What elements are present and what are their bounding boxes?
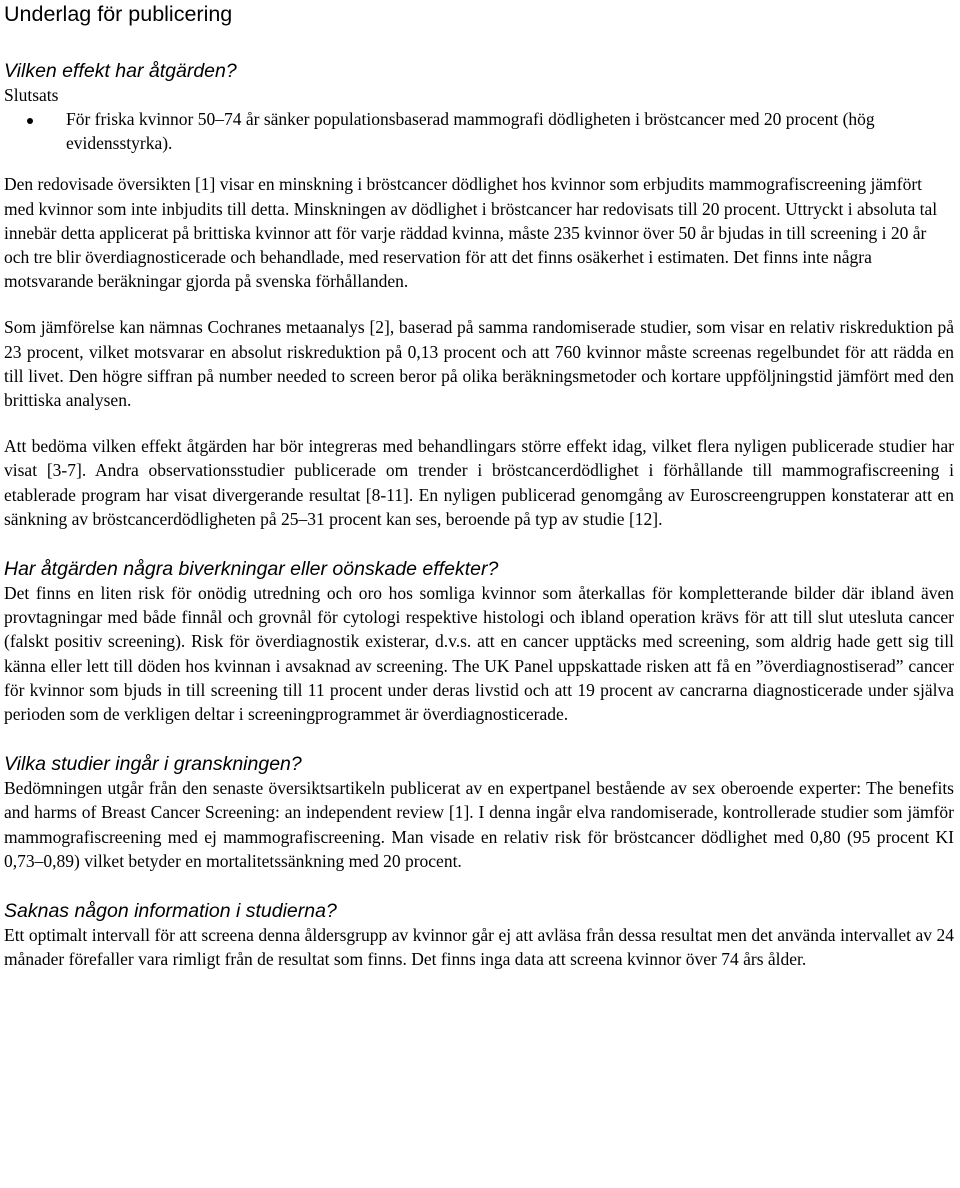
paragraph-missing-info: Ett optimalt intervall för att screena denna åldersgrupp av kvinnor går ej att avläsa från dessa resultat men det använda intervallet av 24 månader förefaller vara rimligt från de resultat som finns. Det finns inga data att screena kvinnor över 74 års ålder. — [4, 925, 954, 970]
conclusion-bullets — [4, 107, 954, 155]
spacer — [4, 873, 954, 899]
spacer — [4, 155, 954, 172]
paragraph-side-effects: Det finns en liten risk för onödig utredning och oro hos somliga kvinnor som återkallas för kompletterande bilder där ibland även provtagningar med både finnål och grovnål för cytologi respektive histologi och ibland operation krävs för att till slut utesluta cancer (falskt positiv screening). Risk för överdiagnostik existerar, d.v.s. att en cancer upptäcks med screening, som aldrig hade gett sig till känna eller lett till döden hos kvinnan i avsaknad av screening. The UK Panel uppskattade risken att få en ”överdiagnostiserad” cancer för kvinnor som bjuds in till screening till 11 procent under deras livstid och att 19 procent av cancrarna diagnosticerade under själva perioden som de verkligen deltar i screeningprogrammet är överdiagnosticerade. — [4, 583, 954, 725]
spacer — [4, 293, 954, 315]
spacer — [4, 531, 954, 557]
section-side-effects — [4, 557, 954, 726]
list-item — [4, 107, 954, 155]
spacer — [4, 412, 954, 434]
paragraph-studies: Bedömningen utgår från den senaste översiktsartikeln publicerat av en expertpanel bestående av sex oberoende experter: The benefits and harms of Breast Cancer Screening: an independent review [1]. I denna ingår elva randomiserade, kontrollerade studier som jämför mammografiscreening med ej mammografiscreening. Man visade en relativ risk för bröstcancer dödlighet med 0,80 (95 procent KI 0,73–0,89) vilket betyder en mortalitetssänkning med 20 procent. — [4, 778, 954, 871]
section-studies — [4, 752, 954, 873]
section-heading-side-effects: Har åtgärden några biverkningar eller oönskade effekter? — [4, 558, 499, 581]
paragraph-effect-3: Att bedöma vilken effekt åtgärden har bör integreras med behandlingars större effekt idag, vilket flera nyligen publicerade studier har visat [3-7]. Andra observationsstudier publicerade om trender i bröstcancerdödlighet i förhållande till mammografiscreening i etablerade program har visat divergerande resultat [8-11]. En nyligen publicerad genomgång av Euroscreengruppen konstaterar att en sänkning av bröstcancerdödligheten på 25–31 procent kan ses, beroende på typ av studie [12]. — [4, 436, 954, 529]
paragraph-effect-2: Som jämförelse kan nämnas Cochranes metaanalys [2], baserad på samma randomiserade studier, som visar en relativ riskreduktion på 23 procent, vilket motsvarar en absolut riskreduktion på 0,13 procent och att 760 kvinnor måste screenas regelbundet för att rädda en till livet. Den högre siffran på number needed to screen beror på olika beräkningsmetoder och kortare uppföljningstid jämfört med den brittiska analysen. — [4, 317, 954, 411]
conclusion-label: Slutsats — [4, 85, 59, 105]
paragraph-effect-1: Den redovisade översikten [1] visar en minskning i bröstcancer dödlighet hos kvinnor som erbjudits mammografiscreening jämfört med kvinnor som inte inbjudits till detta. Minskningen av dödlighet i bröstcancer har redovisats till 20 procent. Uttryckt i absoluta tal innebär detta applicerat på brittiska kvinnor att för varje räddad kvinna, måste 235 kvinnor över 50 år bjudas in till screening i 20 år och tre blir överdiagnosticerade och behandlade, med reservation för att det finns osäkerhet i estimaten. Det finns inte några motsvarande beräkningar gjorda på svenska förhållanden. — [4, 174, 938, 292]
document-title: Underlag för publicering — [4, 2, 233, 26]
spacer — [4, 726, 954, 752]
section-heading-studies: Vilka studier ingår i granskningen? — [4, 753, 302, 776]
spacer — [4, 27, 954, 59]
section-effect — [4, 59, 954, 531]
section-missing-info — [4, 899, 954, 971]
bullet-icon — [27, 118, 33, 124]
section-heading-missing-info: Saknas någon information i studierna? — [4, 900, 337, 923]
section-heading-effect: Vilken effekt har åtgärden? — [4, 60, 237, 82]
bullet-text: För friska kvinnor 50–74 år sänker populationsbaserad mammografi dödligheten i bröstcancer med 20 procent (hög evidensstyrka). — [66, 109, 875, 154]
